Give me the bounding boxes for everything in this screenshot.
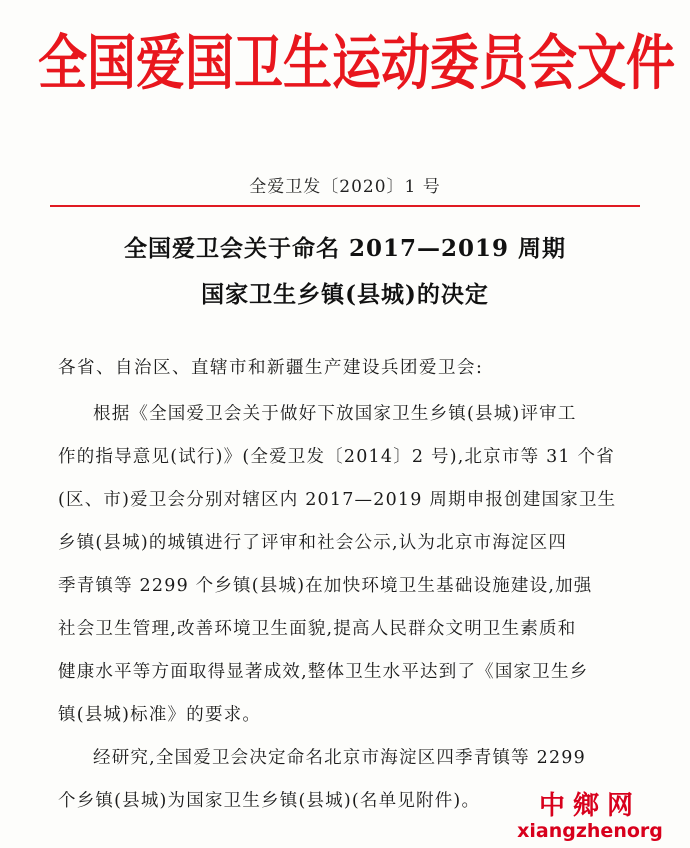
watermark-chinese-text: 中鄉网 — [538, 791, 641, 821]
issuing-authority-header: 全国爱国卫生运动委员会文件 — [38, 27, 676, 99]
paragraph-1-line: 根据《全国爱卫会关于做好下放国家卫生乡镇(县城)评审工 — [93, 404, 577, 424]
paragraph-1-line: 镇(县城)标准》的要求。 — [58, 705, 262, 725]
red-separator-line — [50, 205, 640, 207]
paragraph-1-line: (区、市)爱卫会分别对辖区内 2017—2019 周期申报创建国家卫生 — [58, 490, 617, 510]
paragraph-2-line: 个乡镇(县城)为国家卫生乡镇(县城)(名单见附件)。 — [58, 791, 481, 811]
paragraph-1-line: 健康水平等方面取得显著成效,整体卫生水平达到了《国家卫生乡 — [58, 662, 589, 682]
watermark-english-text: xiangzhenorg — [517, 820, 663, 842]
paragraph-1-line: 作的指导意见(试行)》(全爱卫发〔2014〕2 号),北京市等 31 个省 — [58, 447, 615, 467]
paragraph-1-line: 季青镇等 2299 个乡镇(县城)在加快环境卫生基础设施建设,加强 — [58, 576, 593, 596]
subject-title-line-2: 国家卫生乡镇(县城)的决定 — [201, 281, 489, 308]
paragraph-2-line: 经研究,全国爱卫会决定命名北京市海淀区四季青镇等 2299 — [93, 748, 586, 768]
subject-title-line-1: 全国爱卫会关于命名 2017—2019 周期 — [123, 235, 567, 262]
site-watermark-logo — [500, 792, 680, 846]
salutation: 各省、自治区、直辖市和新疆生产建设兵团爱卫会: — [58, 358, 484, 378]
paragraph-1-line: 乡镇(县城)的城镇进行了评审和社会公示,认为北京市海淀区四 — [58, 533, 568, 553]
paragraph-1-line: 社会卫生管理,改善环境卫生面貌,提高人民群众文明卫生素质和 — [58, 619, 577, 639]
document-number: 全爱卫发〔2020〕1 号 — [249, 177, 441, 197]
